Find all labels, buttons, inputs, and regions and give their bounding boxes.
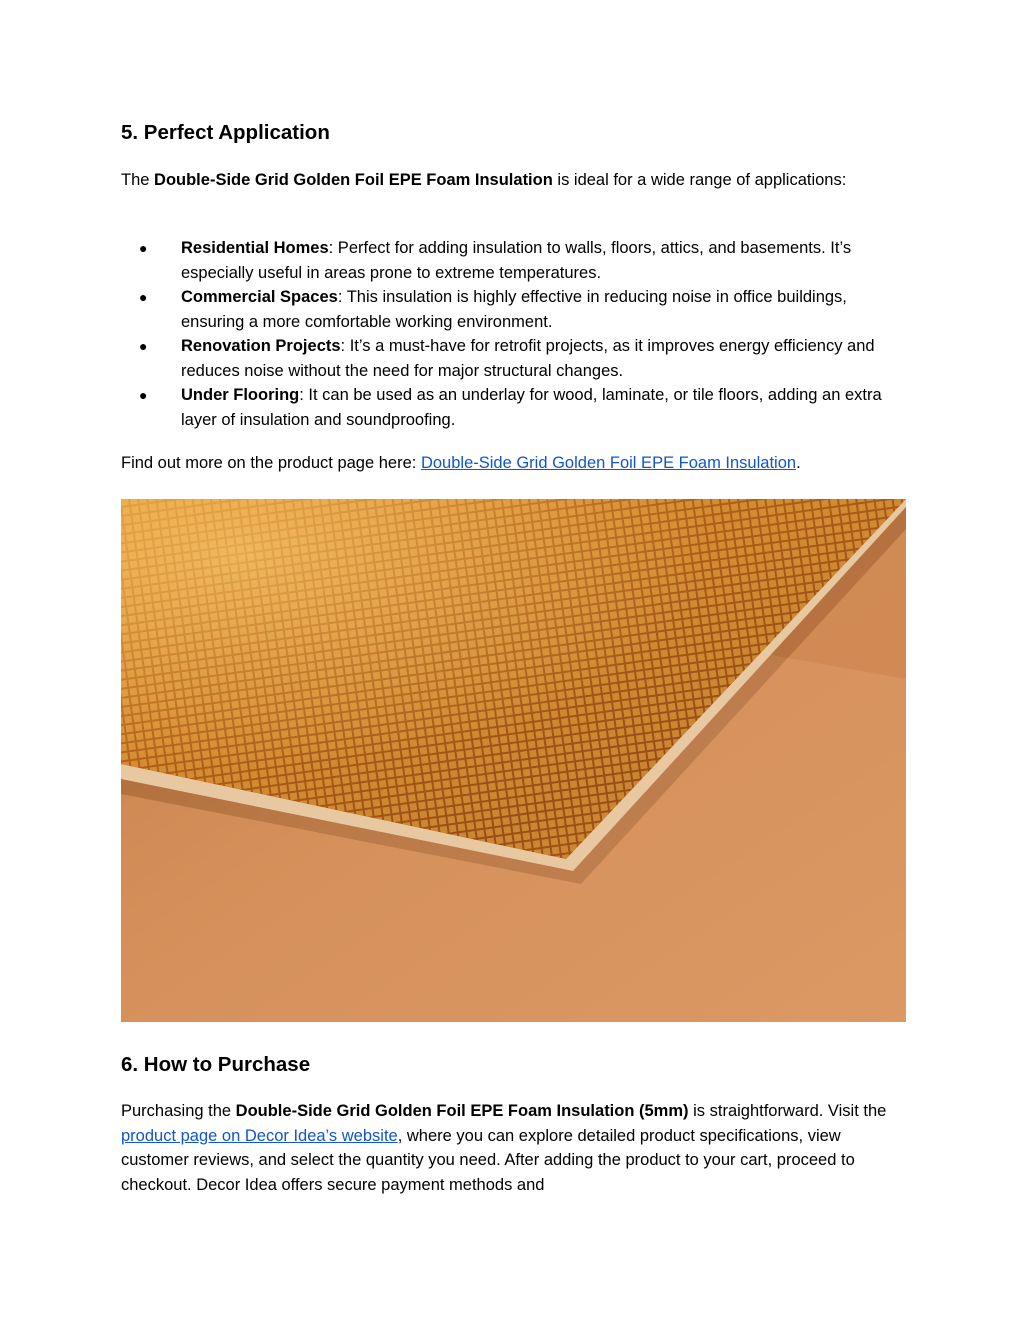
- intro-text-end: is ideal for a wide range of applications:: [552, 171, 847, 189]
- find-more-period: .: [796, 454, 801, 472]
- list-item: [121, 383, 911, 432]
- purchase-text-mid: is straightforward. Visit the: [688, 1102, 887, 1120]
- section-heading: 5. Perfect Application: [121, 121, 330, 144]
- product-photo: [121, 499, 906, 1022]
- purchase-paragraph: [121, 1099, 911, 1197]
- section-heading: 6. How to Purchase: [121, 1053, 311, 1076]
- product-name-bold: Double-Side Grid Golden Foil EPE Foam Insulation: [154, 171, 553, 189]
- applications-list: [121, 236, 911, 432]
- list-item: [121, 236, 911, 285]
- list-item-title: Under Flooring: [181, 386, 300, 404]
- bullet-icon: ●: [139, 289, 148, 305]
- list-item-title: Residential Homes: [181, 239, 329, 257]
- find-more-text: Find out more on the product page here:: [121, 454, 421, 472]
- list-item-title: Commercial Spaces: [181, 288, 338, 306]
- list-item-text: : Perfect for adding insulation to walls, floors, attics, and basements. It’s especially useful in areas prone to extreme temperatures.: [181, 239, 852, 282]
- intro-text: The: [121, 171, 155, 189]
- list-item: [121, 285, 911, 334]
- list-item-text: : This insulation is highly effective in reducing noise in office buildings, ensuring a more comfortable working environment.: [181, 288, 847, 331]
- intro-paragraph: [121, 168, 911, 193]
- list-item-title: Renovation Projects: [181, 337, 341, 355]
- list-item: [121, 334, 911, 383]
- bullet-icon: ●: [139, 240, 148, 256]
- bullet-icon: ●: [139, 338, 148, 354]
- decor-idea-product-link[interactable]: product page on Decor Idea’s website: [121, 1126, 398, 1145]
- bullet-icon: ●: [139, 387, 148, 403]
- purchase-text: Purchasing the: [121, 1102, 236, 1120]
- product-page-link[interactable]: Double-Side Grid Golden Foil EPE Foam Insulation: [420, 454, 797, 472]
- find-more-paragraph: [121, 451, 801, 476]
- list-item-text: : It’s a must-have for retrofit projects, as it improves energy efficiency and reduces noise without the need for major structural changes.: [181, 337, 875, 380]
- foil-insulation-image: [121, 499, 906, 1022]
- list-item-text: : It can be used as an underlay for wood, laminate, or tile floors, adding an extra layer of insulation and soundproofing.: [181, 386, 882, 429]
- purchase-text-end: , where you can explore detailed product specifications, view customer reviews, and select the quantity you need. After adding the product to your cart, proceed to checkout. Decor Idea offers secure payment methods and: [121, 1126, 855, 1194]
- product-name-bold: Double-Side Grid Golden Foil EPE Foam Insulation (5mm): [235, 1102, 689, 1120]
